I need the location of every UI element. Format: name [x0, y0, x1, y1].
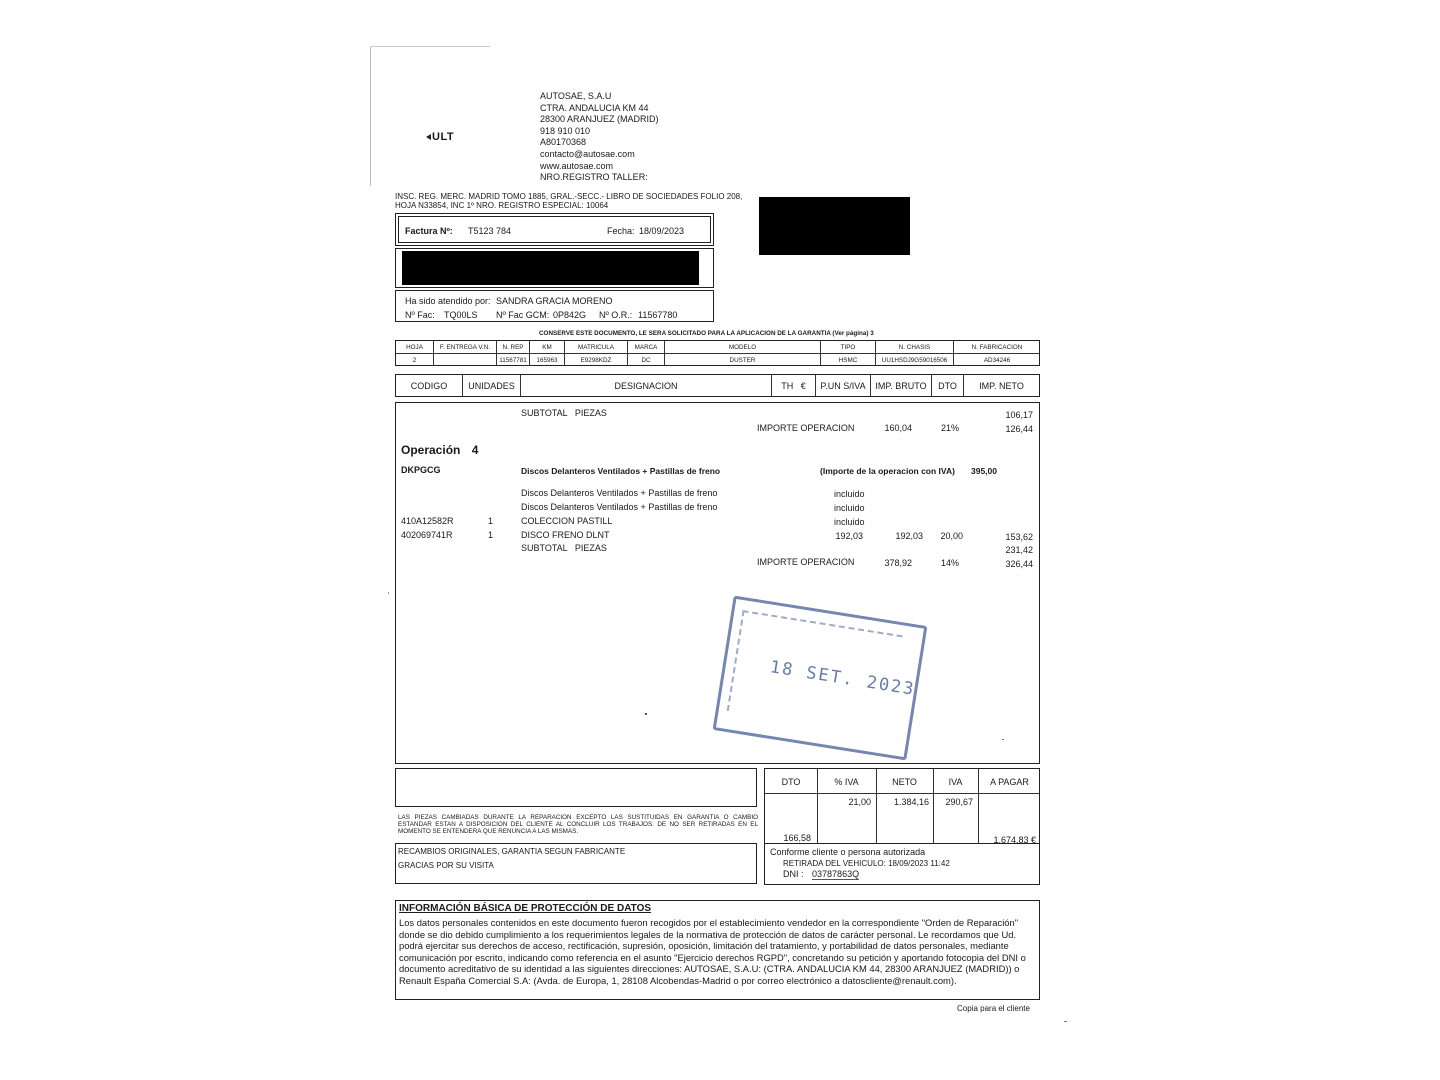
- brand-logo-fragment: ULT: [426, 131, 454, 143]
- item-code: 402069741R: [401, 530, 453, 540]
- copy-note: Copia para el cliente: [957, 1004, 1030, 1013]
- vh-km: KM: [530, 341, 565, 353]
- vv-modelo: DUSTER: [665, 354, 821, 366]
- scan-edge-mark: [370, 46, 490, 47]
- company-street: CTRA. ANDALUCIA KM 44: [540, 102, 649, 113]
- item-bruto: 192,03: [895, 531, 923, 541]
- vv-tipo: HSMC: [821, 354, 876, 366]
- customer-conform: Conforme cliente o persona autorizada: [770, 847, 926, 857]
- or-label: Nº O.R.:: [599, 310, 633, 320]
- vv-hoja: 2: [396, 354, 434, 366]
- col-bruto: IMP. BRUTO: [871, 375, 932, 396]
- redacted-block: [759, 197, 910, 255]
- invoice-number-box: [395, 213, 714, 246]
- import-1-value: 126,44: [1005, 424, 1033, 434]
- vh-modelo: MODELO: [665, 341, 821, 353]
- item-neto: 153,62: [1005, 532, 1033, 542]
- totals-hdr-divider: [765, 793, 1039, 794]
- vv-marca: DC: [628, 354, 665, 366]
- import-2-value: 326,44: [1005, 559, 1033, 569]
- invoice-number-label: Factura Nº:: [405, 226, 453, 236]
- privacy-body: Los datos personales contenidos en este documento fueron recogidos por el establecimiento vendedor en la correspondiente "Orden de Reparación" donde se dio debido cumplimiento a los requerimientos legales de la normativa de protección de datos de carácter personal. Le recordamos que Ud. podrá ejercitar sus derechos de acceso, rectificación, supresión, oposición, limitación del tratamiento, y portabilidad de datos personales, mediante comunicación por escrito, indicando como referencia en el asunto "Ejercicio derechos RGPD", concretando su petición y aportando fotocopia del DNI o documento acreditativo de su identidad a las siguientes direcciones: AUTOSAE, S.A.U: (CTRA. ANDALUCIA KM 44, 28300 ARANJUEZ (MADRID)) o Renault España Comercial S.A: (Avda. de Europa, 1, 28108 Alcobendas-Madrid o por correo electrónico a datoscliente@renault.com).: [399, 917, 1026, 986]
- retired-line: [783, 859, 950, 868]
- attended-box: [395, 290, 714, 322]
- dni-line: [783, 869, 859, 879]
- customer-box: [395, 248, 714, 288]
- invoice-number: T5123 784: [468, 226, 512, 236]
- redacted-customer: [402, 251, 699, 285]
- col-unidades: UNIDADES: [463, 375, 521, 396]
- operation-heading: [401, 443, 478, 457]
- vh-marca: MARCA: [628, 341, 665, 353]
- totals-hdr-dto: DTO: [781, 777, 801, 787]
- footer-left-box: [395, 843, 757, 884]
- import-2-base: 378,92: [884, 558, 912, 568]
- vh-nrep: N. REP: [497, 341, 530, 353]
- registry-line-1: INSC. REG. MERC. MADRID TOMO 1885, GRAL.-SECC.- LIBRO DE SOCIEDADES FOLIO 208,: [395, 192, 743, 201]
- retired-label: RETIRADA DEL VEHICULO:: [783, 859, 886, 868]
- item-desc: DISCO FRENO DLNT: [521, 530, 610, 540]
- company-phone: 918 910 010: [540, 125, 591, 136]
- mercantile-registry: [395, 192, 742, 210]
- vehicle-table: [395, 340, 1040, 366]
- footer-thanks: GRACIAS POR SU VISITA: [398, 861, 494, 870]
- dni-value: 03787863Q: [812, 869, 860, 879]
- item-note: incluido: [834, 517, 865, 527]
- vv-km: 165963: [530, 354, 565, 366]
- operation-title: Discos Delanteros Ventilados + Pastillas de freno: [521, 466, 721, 476]
- item-dto: 20,00: [940, 531, 963, 541]
- item-units: 1: [488, 530, 494, 540]
- scan-speck: [388, 592, 389, 594]
- operation-total-label: (Importe de la operacion con IVA): [820, 466, 955, 476]
- nfac-label: Nº Fac:: [405, 310, 435, 320]
- company-address: [540, 91, 659, 184]
- lines-header: [395, 374, 1040, 397]
- invoice-date: 18/09/2023: [639, 226, 685, 236]
- operation-total: 395,00: [971, 466, 997, 476]
- footer-original-parts: RECAMBIOS ORIGINALES, GARANTIA SEGUN FABRICANTE: [398, 847, 626, 856]
- vh-chasis: N. CHASIS: [876, 341, 954, 353]
- vv-chasis: UU1HSDJ9G59016506: [876, 354, 954, 366]
- item-pun: 192,03: [835, 531, 863, 541]
- col-codigo: CODIGO: [396, 375, 463, 396]
- vh-entrega: F. ENTREGA V.N.: [434, 341, 497, 353]
- import-2-label: IMPORTE OPERACION: [757, 557, 855, 567]
- item-desc: Discos Delanteros Ventilados + Pastillas de freno: [521, 502, 718, 512]
- company-workshop-registry: NRO.REGISTRO TALLER:: [540, 172, 648, 183]
- dni-label: DNI :: [783, 869, 804, 879]
- scan-speck: [645, 713, 647, 715]
- or-value: 11567780: [638, 310, 678, 320]
- company-name: AUTOSAE, S.A.U: [540, 91, 612, 101]
- attended-name: SANDRA GRACIA MORENO: [496, 296, 613, 306]
- scan-speck: [1064, 1021, 1067, 1022]
- item-code: 410A12582R: [401, 516, 454, 526]
- col-neto: IMP. NETO: [979, 380, 1024, 391]
- totals-iva: 290,67: [945, 797, 973, 807]
- vv-entrega: [434, 354, 497, 366]
- item-desc: COLECCION PASTILL: [521, 516, 613, 526]
- totals-hdr-neto: NETO: [892, 777, 917, 787]
- totals-iva-pct: 21,00: [848, 797, 871, 807]
- col-designacion: DESIGNACION: [521, 375, 772, 396]
- parts-note: LAS PIEZAS CAMBIADAS DURANTE LA REPARACION EXCEPTO LAS SUSTITUIDAS EN GARANTIA O CAMBIO ESTANDAR ESTAN A DISPOSICION DEL CLIENTE AL CONCLUIR LOS TRABAJOS. DE NO SER RETIRADAS EN EL MOMENTO SE ENTENDERA QUE RENUNCIA A LAS MISMAS.: [398, 814, 758, 835]
- footer-right-box: [764, 843, 1040, 885]
- scan-edge-mark: [370, 46, 371, 186]
- col-dto: DTO: [932, 375, 964, 396]
- totals-a-pagar: 1.674,83 €: [993, 835, 1036, 845]
- subtotal-2-label: SUBTOTAL PIEZAS: [521, 543, 607, 553]
- item-units: 1: [488, 516, 494, 526]
- vv-fabricacion: AD34246: [983, 356, 1011, 364]
- operation-label: Operación: [401, 443, 461, 457]
- vh-fabricacion: N. FABRICACION: [971, 343, 1023, 351]
- subtotal-1-value: 106,17: [1005, 410, 1033, 420]
- vh-tipo: TIPO: [821, 341, 876, 353]
- totals-dto: 166,58: [783, 833, 811, 843]
- col-th: TH €: [772, 375, 816, 396]
- item-desc: Discos Delanteros Ventilados + Pastillas de freno: [521, 488, 718, 498]
- import-2-rate: 14%: [941, 558, 960, 568]
- nfac-value: TQ00LS: [444, 310, 478, 320]
- totals-neto: 1.384,16: [893, 797, 929, 807]
- subtotal-2-value: 231,42: [1005, 545, 1033, 555]
- company-email: contacto@autosae.com: [540, 148, 635, 159]
- totals-hdr-pagar: A PAGAR: [990, 777, 1029, 787]
- operation-number: 4: [471, 443, 479, 457]
- logo-diamond-icon: [426, 134, 431, 140]
- scan-speck: [1002, 739, 1004, 740]
- vh-hoja: HOJA: [396, 341, 434, 353]
- gcm-value: 0P842G: [553, 310, 587, 320]
- col-pun: P.UN S/IVA: [816, 375, 871, 396]
- import-1-rate: 21%: [941, 423, 960, 433]
- company-website: www.autosae.com: [540, 160, 614, 171]
- vh-matricula: MATRICULA: [565, 341, 628, 353]
- gcm-label: Nº Fac GCM:: [496, 310, 550, 320]
- invoice-date-label: Fecha:: [607, 226, 635, 236]
- vv-nrep: 11567781: [497, 354, 530, 366]
- stamp-date: 18 SET. 2023: [768, 657, 917, 700]
- totals-hdr-iva-pct: % IVA: [834, 777, 859, 787]
- warranty-note: CONSERVE ESTE DOCUMENTO, LE SERA SOLICITADO PARA LA APLICACION DE LA GARANTIA (Ver página) 3: [539, 330, 874, 337]
- vv-matricula: E9298KDZ: [565, 354, 628, 366]
- registry-line-2: HOJA N33854, INC 1º NRO. REGISTRO ESPECIAL: 10064: [395, 201, 609, 210]
- retired-datetime: 18/09/2023 11:42: [888, 859, 950, 868]
- operation-code: DKPGCG: [401, 465, 441, 475]
- attended-label: Ha sido atendido por:: [405, 296, 491, 306]
- privacy-title: INFORMACIÓN BÁSICA DE PROTECCIÓN DE DATOS: [399, 903, 652, 914]
- totals-box: [764, 768, 1040, 844]
- item-note: incluido: [834, 489, 865, 499]
- totals-hdr-iva: IVA: [948, 777, 963, 787]
- import-1-label: IMPORTE OPERACION: [757, 423, 855, 433]
- item-note: incluido: [834, 503, 865, 513]
- import-1-base: 160,04: [884, 423, 912, 433]
- subtotal-1-label: SUBTOTAL PIEZAS: [521, 408, 607, 418]
- company-tax-id: A80170368: [540, 137, 587, 148]
- privacy-box: [395, 900, 1040, 1000]
- company-city: 28300 ARANJUEZ (MADRID): [540, 114, 659, 125]
- notes-box: [395, 768, 757, 807]
